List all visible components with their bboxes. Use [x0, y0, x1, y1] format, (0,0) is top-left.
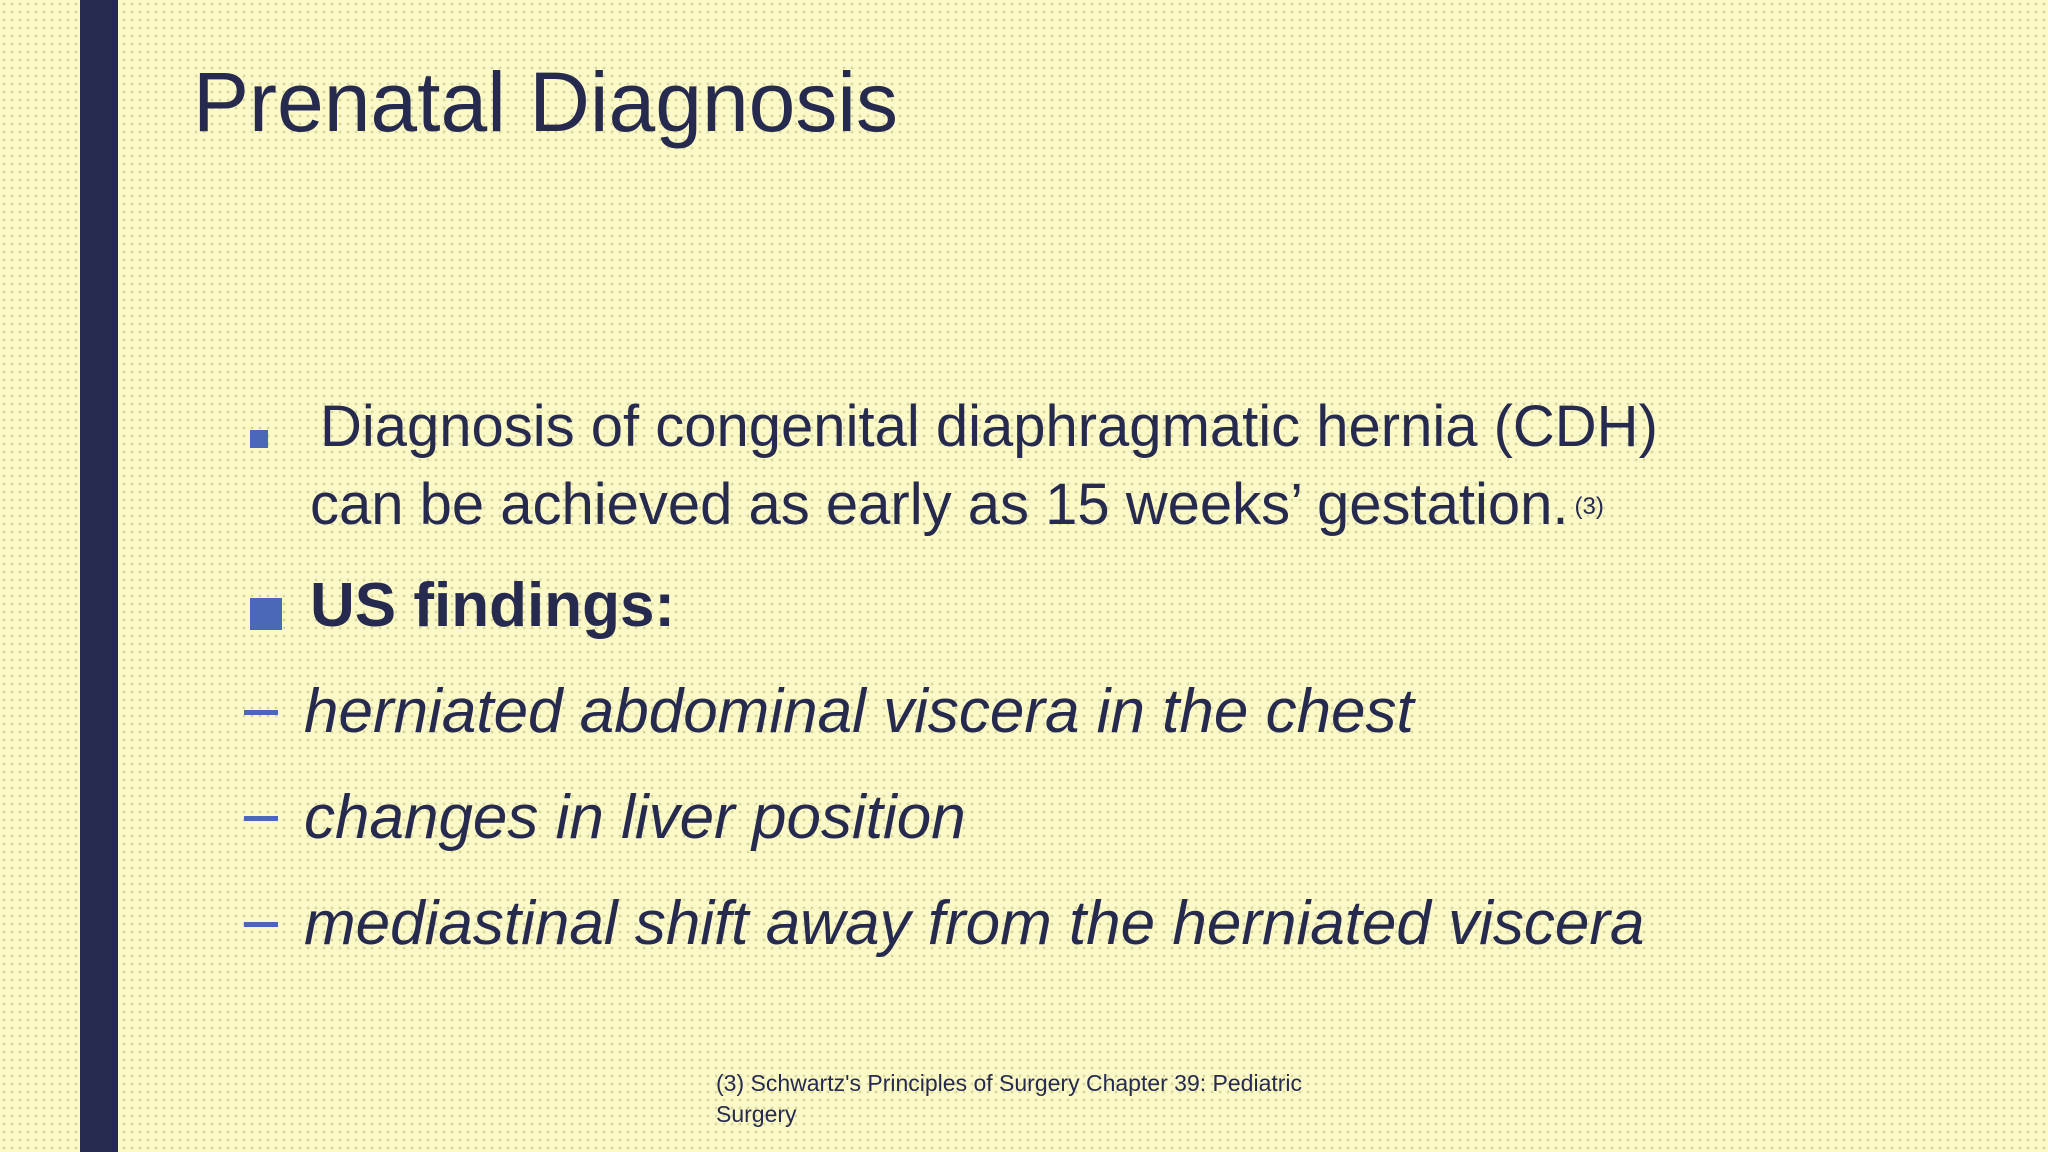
diagnosis-line-2: can be achieved as early as 15 weeks’ gestation [310, 472, 1553, 537]
finding-text: herniated abdominal viscera in the chest [304, 677, 1414, 746]
finding-text: mediastinal shift away from the herniated viscera [304, 889, 1645, 958]
citation-marker: (3) [1574, 493, 1604, 520]
square-bullet-icon [250, 430, 268, 448]
dash-bullet-icon [244, 816, 278, 821]
dash-bullet-icon [244, 922, 278, 927]
bullet-list [240, 388, 1890, 646]
diagnosis-period: . [1552, 472, 1569, 537]
list-item [240, 778, 1890, 858]
finding-text: changes in liver position [304, 783, 966, 852]
slide-title: Prenatal Diagnosis [193, 55, 899, 149]
diagnosis-bullet [310, 388, 1890, 546]
us-findings-heading: US findings: [310, 571, 676, 640]
findings-list [240, 672, 1890, 964]
footnote-reference: (3) Schwartz's Principles of Surgery Chapter 39: Pediatric Surgery [716, 1070, 1303, 1127]
left-accent-bar [80, 0, 118, 1152]
list-item [240, 672, 1890, 752]
diagnosis-line-1: Diagnosis of congenital diaphragmatic hernia (CDH) [320, 394, 1658, 459]
list-item [240, 884, 1890, 964]
slide-content [240, 388, 1890, 990]
square-bullet-icon [250, 598, 282, 630]
dash-bullet-icon [244, 710, 278, 715]
